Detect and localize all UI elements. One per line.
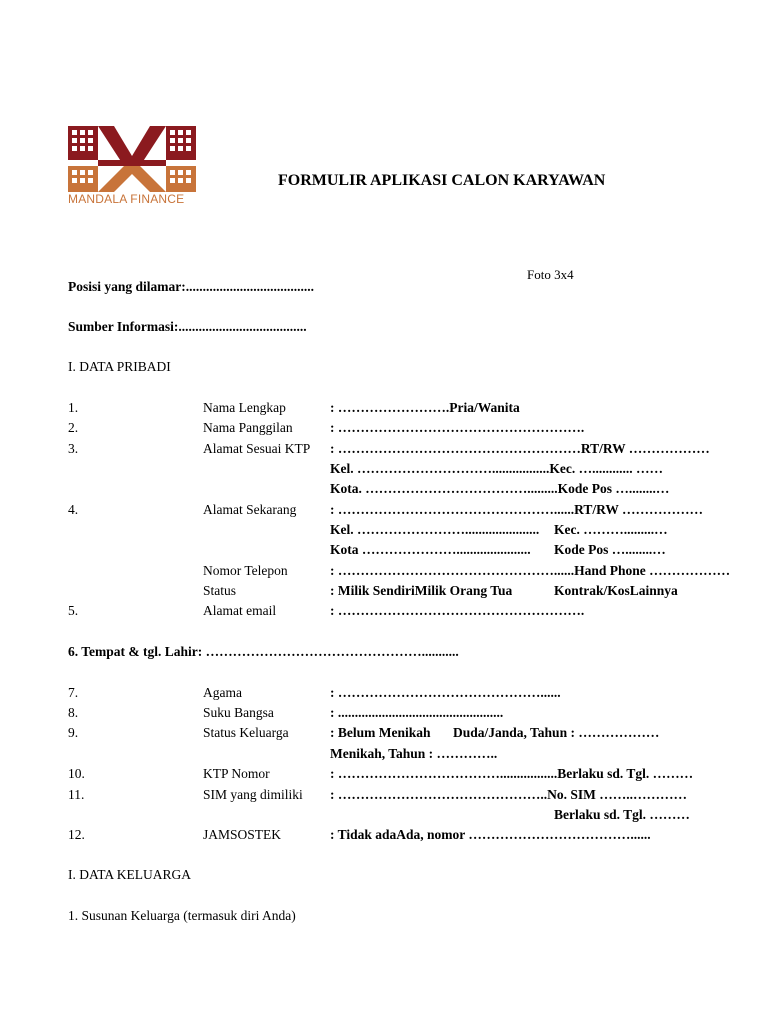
marital-divorced-option[interactable]: Duda/Janda, Tahun : ……………… <box>453 725 660 740</box>
section-personal-heading: I. DATA PRIBADI <box>68 359 171 374</box>
marital-status-label: Status Keluarga <box>203 725 289 740</box>
ktp-city-field[interactable]: Kota. ……………………………….........Kode Pos …........… <box>330 481 670 496</box>
logo-text: MANDALA FINANCE <box>68 192 185 206</box>
email-field[interactable]: : ………………………………………………. <box>330 603 585 618</box>
row-number: 4. <box>68 502 79 517</box>
row-number: 9. <box>68 725 79 740</box>
row-number: 3. <box>68 441 79 456</box>
birth-place-date-field[interactable]: 6. Tempat & tgl. Lahir: …………………………………………........... <box>68 644 459 659</box>
row-number: 12. <box>68 827 85 842</box>
current-kecamatan-field[interactable]: Kec. ……….........… <box>554 522 668 537</box>
logo-mark-icon <box>68 126 196 192</box>
section-family-heading: I. DATA KELUARGA <box>68 867 192 882</box>
email-label: Alamat email <box>203 603 277 618</box>
family-composition-heading: 1. Susunan Keluarga (termasuk diri Anda) <box>68 908 296 923</box>
driving-license-label: SIM yang dimiliki <box>203 787 303 802</box>
row-number: 1. <box>68 400 79 415</box>
phone-label: Nomor Telepon <box>203 563 288 578</box>
residence-status-options[interactable]: : Milik SendiriMilik Orang Tua <box>330 583 513 598</box>
ktp-kelurahan-field[interactable]: Kel. ………………………….................Kec. …............ …… <box>330 461 663 476</box>
jamsostek-label: JAMSOSTEK <box>203 827 282 842</box>
current-address-field[interactable]: : …………………………………………......RT/RW ……………… <box>330 502 704 517</box>
driving-license-field[interactable]: : ………………………………………..No. SIM ……..………… <box>330 787 687 802</box>
current-address-label: Alamat Sekarang <box>203 502 297 517</box>
residence-status-label: Status <box>203 583 237 598</box>
row-number: 5. <box>68 603 79 618</box>
ktp-address-label: Alamat Sesuai KTP <box>203 441 311 456</box>
current-postal-code-field[interactable]: Kode Pos …........… <box>554 542 666 557</box>
full-name-label: Nama Lengkap <box>203 400 286 415</box>
row-number: 8. <box>68 705 79 720</box>
row-number: 7. <box>68 685 79 700</box>
ethnicity-label: Suku Bangsa <box>203 705 274 720</box>
info-source-field[interactable]: Sumber Informasi:...................................... <box>68 319 307 334</box>
religion-label: Agama <box>203 685 242 700</box>
marital-single-option[interactable]: : Belum Menikah <box>330 725 431 740</box>
ktp-number-label: KTP Nomor <box>203 766 270 781</box>
company-logo <box>68 126 196 208</box>
nickname-label: Nama Panggilan <box>203 420 293 435</box>
row-number: 2. <box>68 420 79 435</box>
current-city-field[interactable]: Kota …………………...................... <box>330 542 531 557</box>
residence-status-options-2[interactable]: Kontrak/KosLainnya <box>554 583 678 598</box>
position-applied-field[interactable]: Posisi yang dilamar:...................................... <box>68 279 315 294</box>
row-number: 10. <box>68 766 85 781</box>
ethnicity-field[interactable]: : ................................................. <box>330 705 504 720</box>
form-title: FORMULIR APLIKASI CALON KARYAWAN <box>278 172 606 189</box>
religion-field[interactable]: : ………………………………………...... <box>330 685 561 700</box>
jamsostek-field[interactable]: : Tidak adaAda, nomor ………………………………...... <box>330 827 651 842</box>
full-name-field[interactable]: : …………………….Pria/Wanita <box>330 400 520 415</box>
photo-placeholder-label: Foto 3x4 <box>527 267 574 282</box>
phone-field[interactable]: : …………………………………………......Hand Phone ……………… <box>330 563 731 578</box>
row-number: 11. <box>68 787 85 802</box>
current-kelurahan-field[interactable]: Kel. ……………………...................... <box>330 522 540 537</box>
license-valid-until-field[interactable]: Berlaku sd. Tgl. ……… <box>554 807 690 822</box>
marital-married-option[interactable]: Menikah, Tahun : ………….. <box>330 746 498 761</box>
nickname-field[interactable]: : ………………………………………………. <box>330 420 585 435</box>
ktp-address-field[interactable]: : ………………………………………………RT/RW ……………… <box>330 441 710 456</box>
ktp-number-field[interactable]: : ……………………………….................Berlaku sd. Tgl. ……… <box>330 766 694 781</box>
